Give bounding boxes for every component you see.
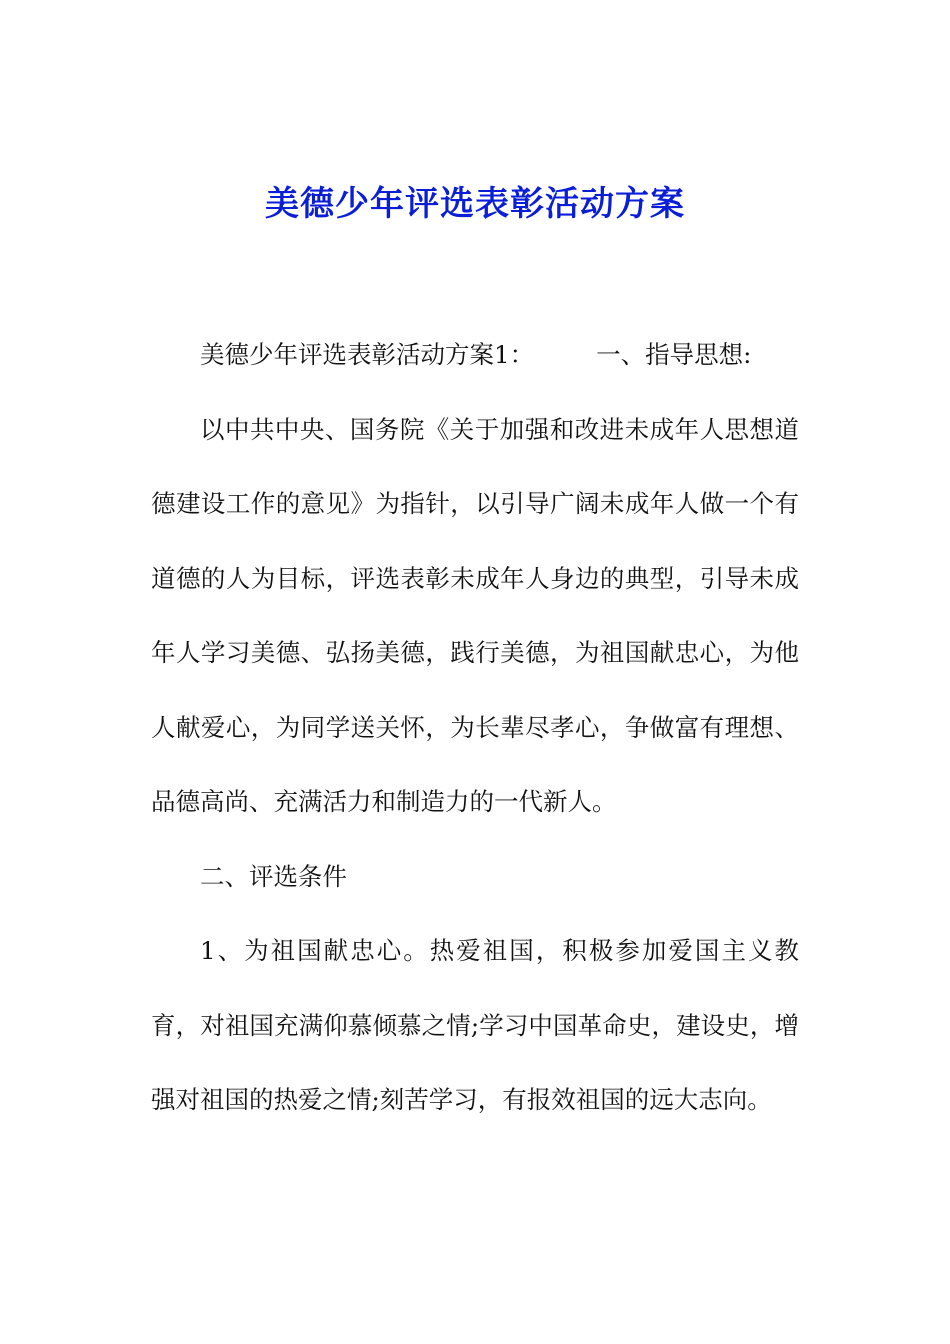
- document-title: 美德少年评选表彰活动方案: [265, 184, 685, 224]
- section-heading-selection-criteria: 二、评选条件: [200, 861, 347, 891]
- paragraph-guiding-thought: 以中共中央、国务院《关于加强和改进未成年人思想道德建设工作的意见》为指针，以引导广阔未成年人做一个有道德的人为目标，评选表彰未成年人身边的典型，引导未成年人学习美德、弘扬美德，践行美德，为祖国献忠心，为他人献爱心，为同学送关怀，为长辈尽孝心，争做富有理想、品德高尚、充满活力和制造力的一代新人。: [151, 414, 799, 816]
- paragraph-criterion-1: 1、为祖国献忠心。热爱祖国，积极参加爱国主义教育，对祖国充满仰慕倾慕之情;学习中国革命史，建设史，增强对祖国的热爱之情;刻苦学习，有报效祖国的远大志向。: [151, 936, 799, 1114]
- document-body: [151, 318, 799, 1138]
- intro-line: [151, 318, 799, 393]
- intro-label: 美德少年评选表彰活动方案1：: [200, 340, 535, 369]
- section-heading-guiding-thought: 一、指导思想:: [596, 340, 752, 369]
